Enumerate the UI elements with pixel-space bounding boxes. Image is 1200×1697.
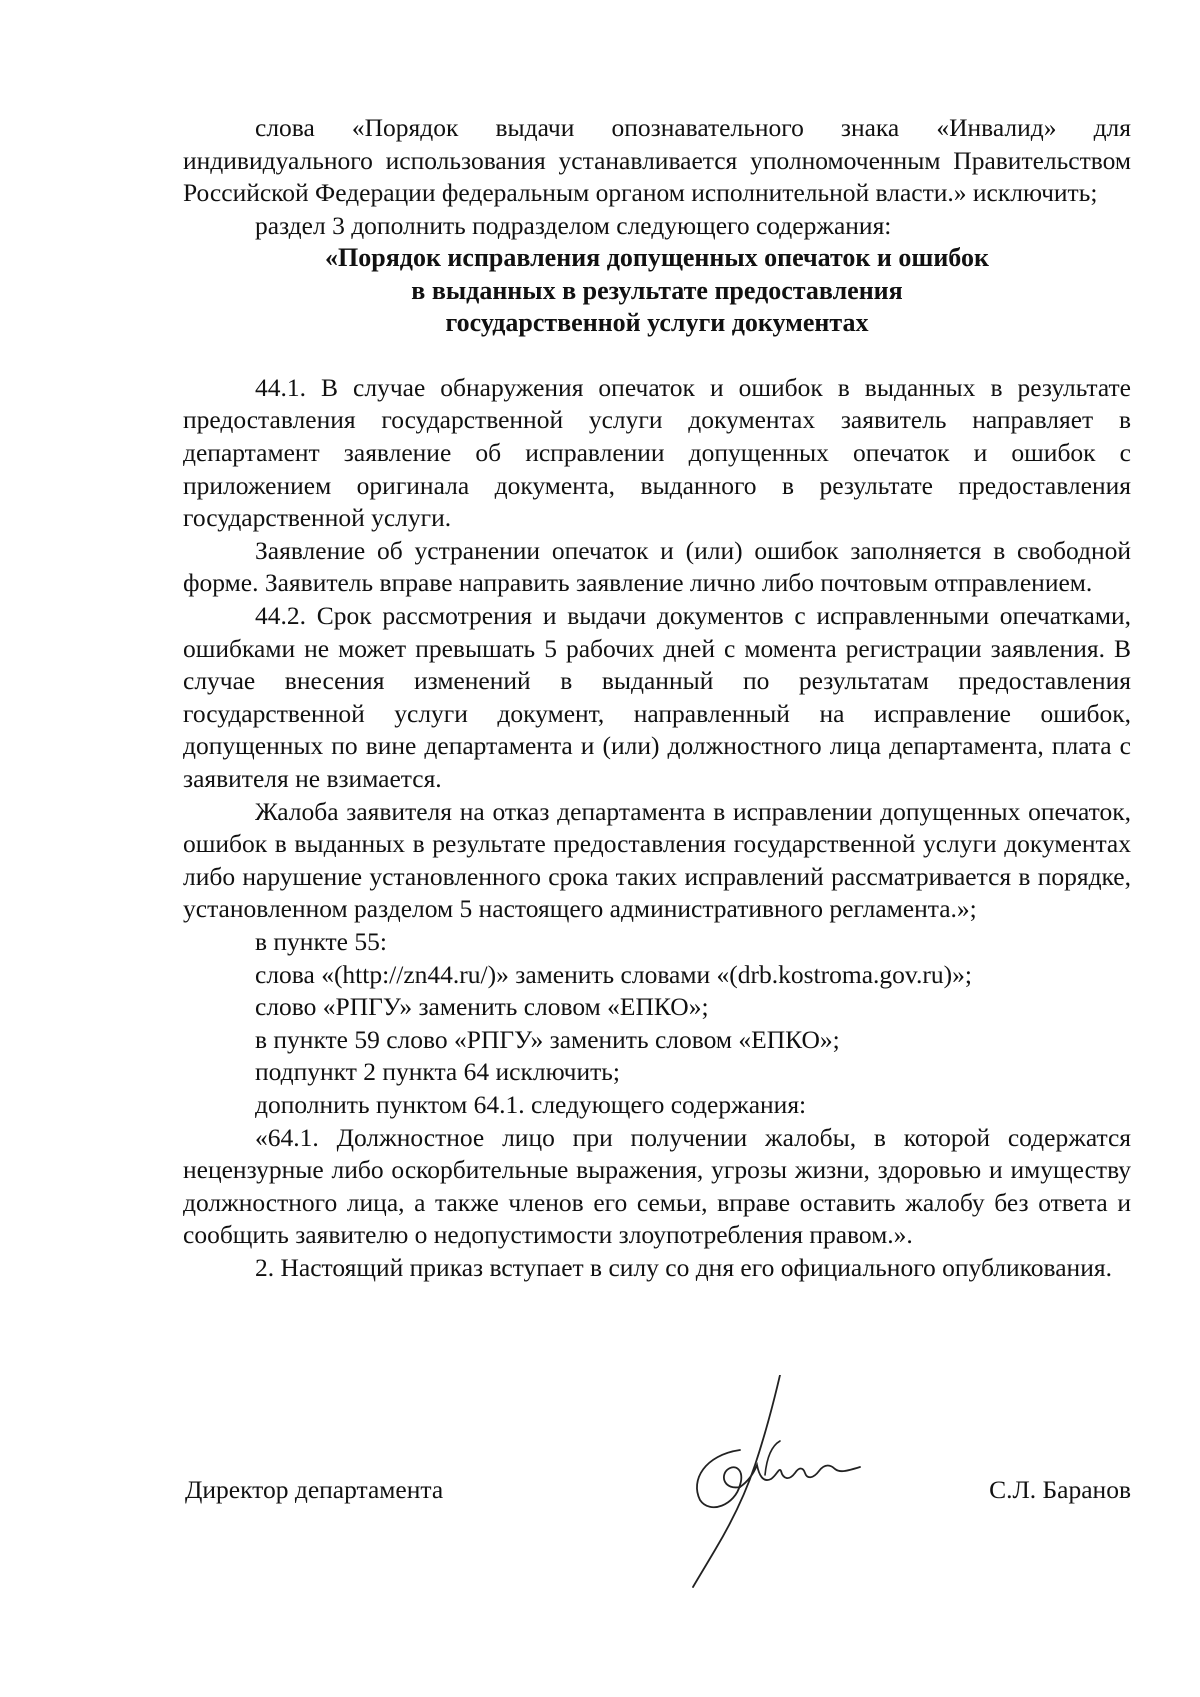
amendment-point-55: в пункте 55:	[255, 926, 387, 956]
document-body	[183, 112, 1131, 1285]
paragraph-44-1: 44.1. В случае обнаружения опечаток и ошибок в выданных в результате предоставления государственной услуги документах заявитель направляет в департамент заявление об исправлении допущенных опечаток и ошибок с приложением оригинала документа, выданного в результате предоставления государственной услуги.	[183, 372, 1131, 533]
signature-block	[183, 1475, 1131, 1515]
paragraph-44-2: 44.2. Срок рассмотрения и выдачи документов с исправленными опечатками, ошибками не может превышать 5 рабочих дней с момента регистрации заявления. В случае внесения изменений в выданный по результатам предоставления государственной услуги документ, направленный на исправление ошибок, допущенных по вине департамента и (или) должностного лица департамента, плата с заявителя не взимается.	[183, 601, 1131, 793]
paragraph-44-2-complaint: Жалоба заявителя на отказ департамента в исправлении допущенных опечаток, ошибок в выданных в результате предоставления государственной услуги документах либо нарушение установленного срока таких исправлений рассматривается в порядке, установленном разделом 5 настоящего административного регламента.»;	[183, 796, 1131, 924]
amendment-point-64: подпункт 2 пункта 64 исключить;	[255, 1057, 620, 1087]
heading-line-3: государственной услуги документах	[445, 308, 869, 338]
intro-paragraph: слова «Порядок выдачи опознавательного знака «Инвалид» для индивидуального использования устанавливается уполномоченным Правительством Российской Федерации федеральным органом исполнительной власти.» исключить;	[183, 113, 1131, 208]
heading-line-1: «Порядок исправления допущенных опечаток и ошибок	[325, 243, 989, 273]
paragraph-44-1-form: Заявление об устранении опечаток и (или) ошибок заполняется в свободной форме. Заявитель вправе направить заявление лично либо почтовым отправлением.	[183, 535, 1131, 598]
effective-date-paragraph: 2. Настоящий приказ вступает в силу со дня его официального опубликования.	[255, 1252, 1112, 1282]
heading-line-2: в выданных в результате предоставления	[411, 275, 903, 305]
paragraph-64-1: «64.1. Должностное лицо при получении жалобы, в которой содержатся нецензурные либо оскорбительные выражения, угрозы жизни, здоровью и имуществу должностного лица, а также членов его семьи, вправе оставить жалобу без ответа и сообщить заявителю о недопустимости злоупотребления правом.».	[183, 1122, 1131, 1250]
intro-section-line: раздел 3 дополнить подразделом следующего содержания:	[255, 210, 892, 240]
amendment-point-59: в пункте 59 слово «РПГУ» заменить словом «ЕПКО»;	[255, 1024, 840, 1054]
amendment-url: слова «(http://zn44.ru/)» заменить словами «(drb.kostroma.gov.ru)»;	[255, 959, 972, 989]
signatory-name: С.Л. Баранов	[989, 1475, 1131, 1504]
signatory-title: Директор департамента	[185, 1475, 444, 1504]
amendment-rpgu: слово «РПГУ» заменить словом «ЕПКО»;	[255, 992, 709, 1022]
amendment-add-64-1: дополнить пунктом 64.1. следующего содержания:	[255, 1089, 807, 1119]
subsection-heading	[183, 242, 1131, 340]
